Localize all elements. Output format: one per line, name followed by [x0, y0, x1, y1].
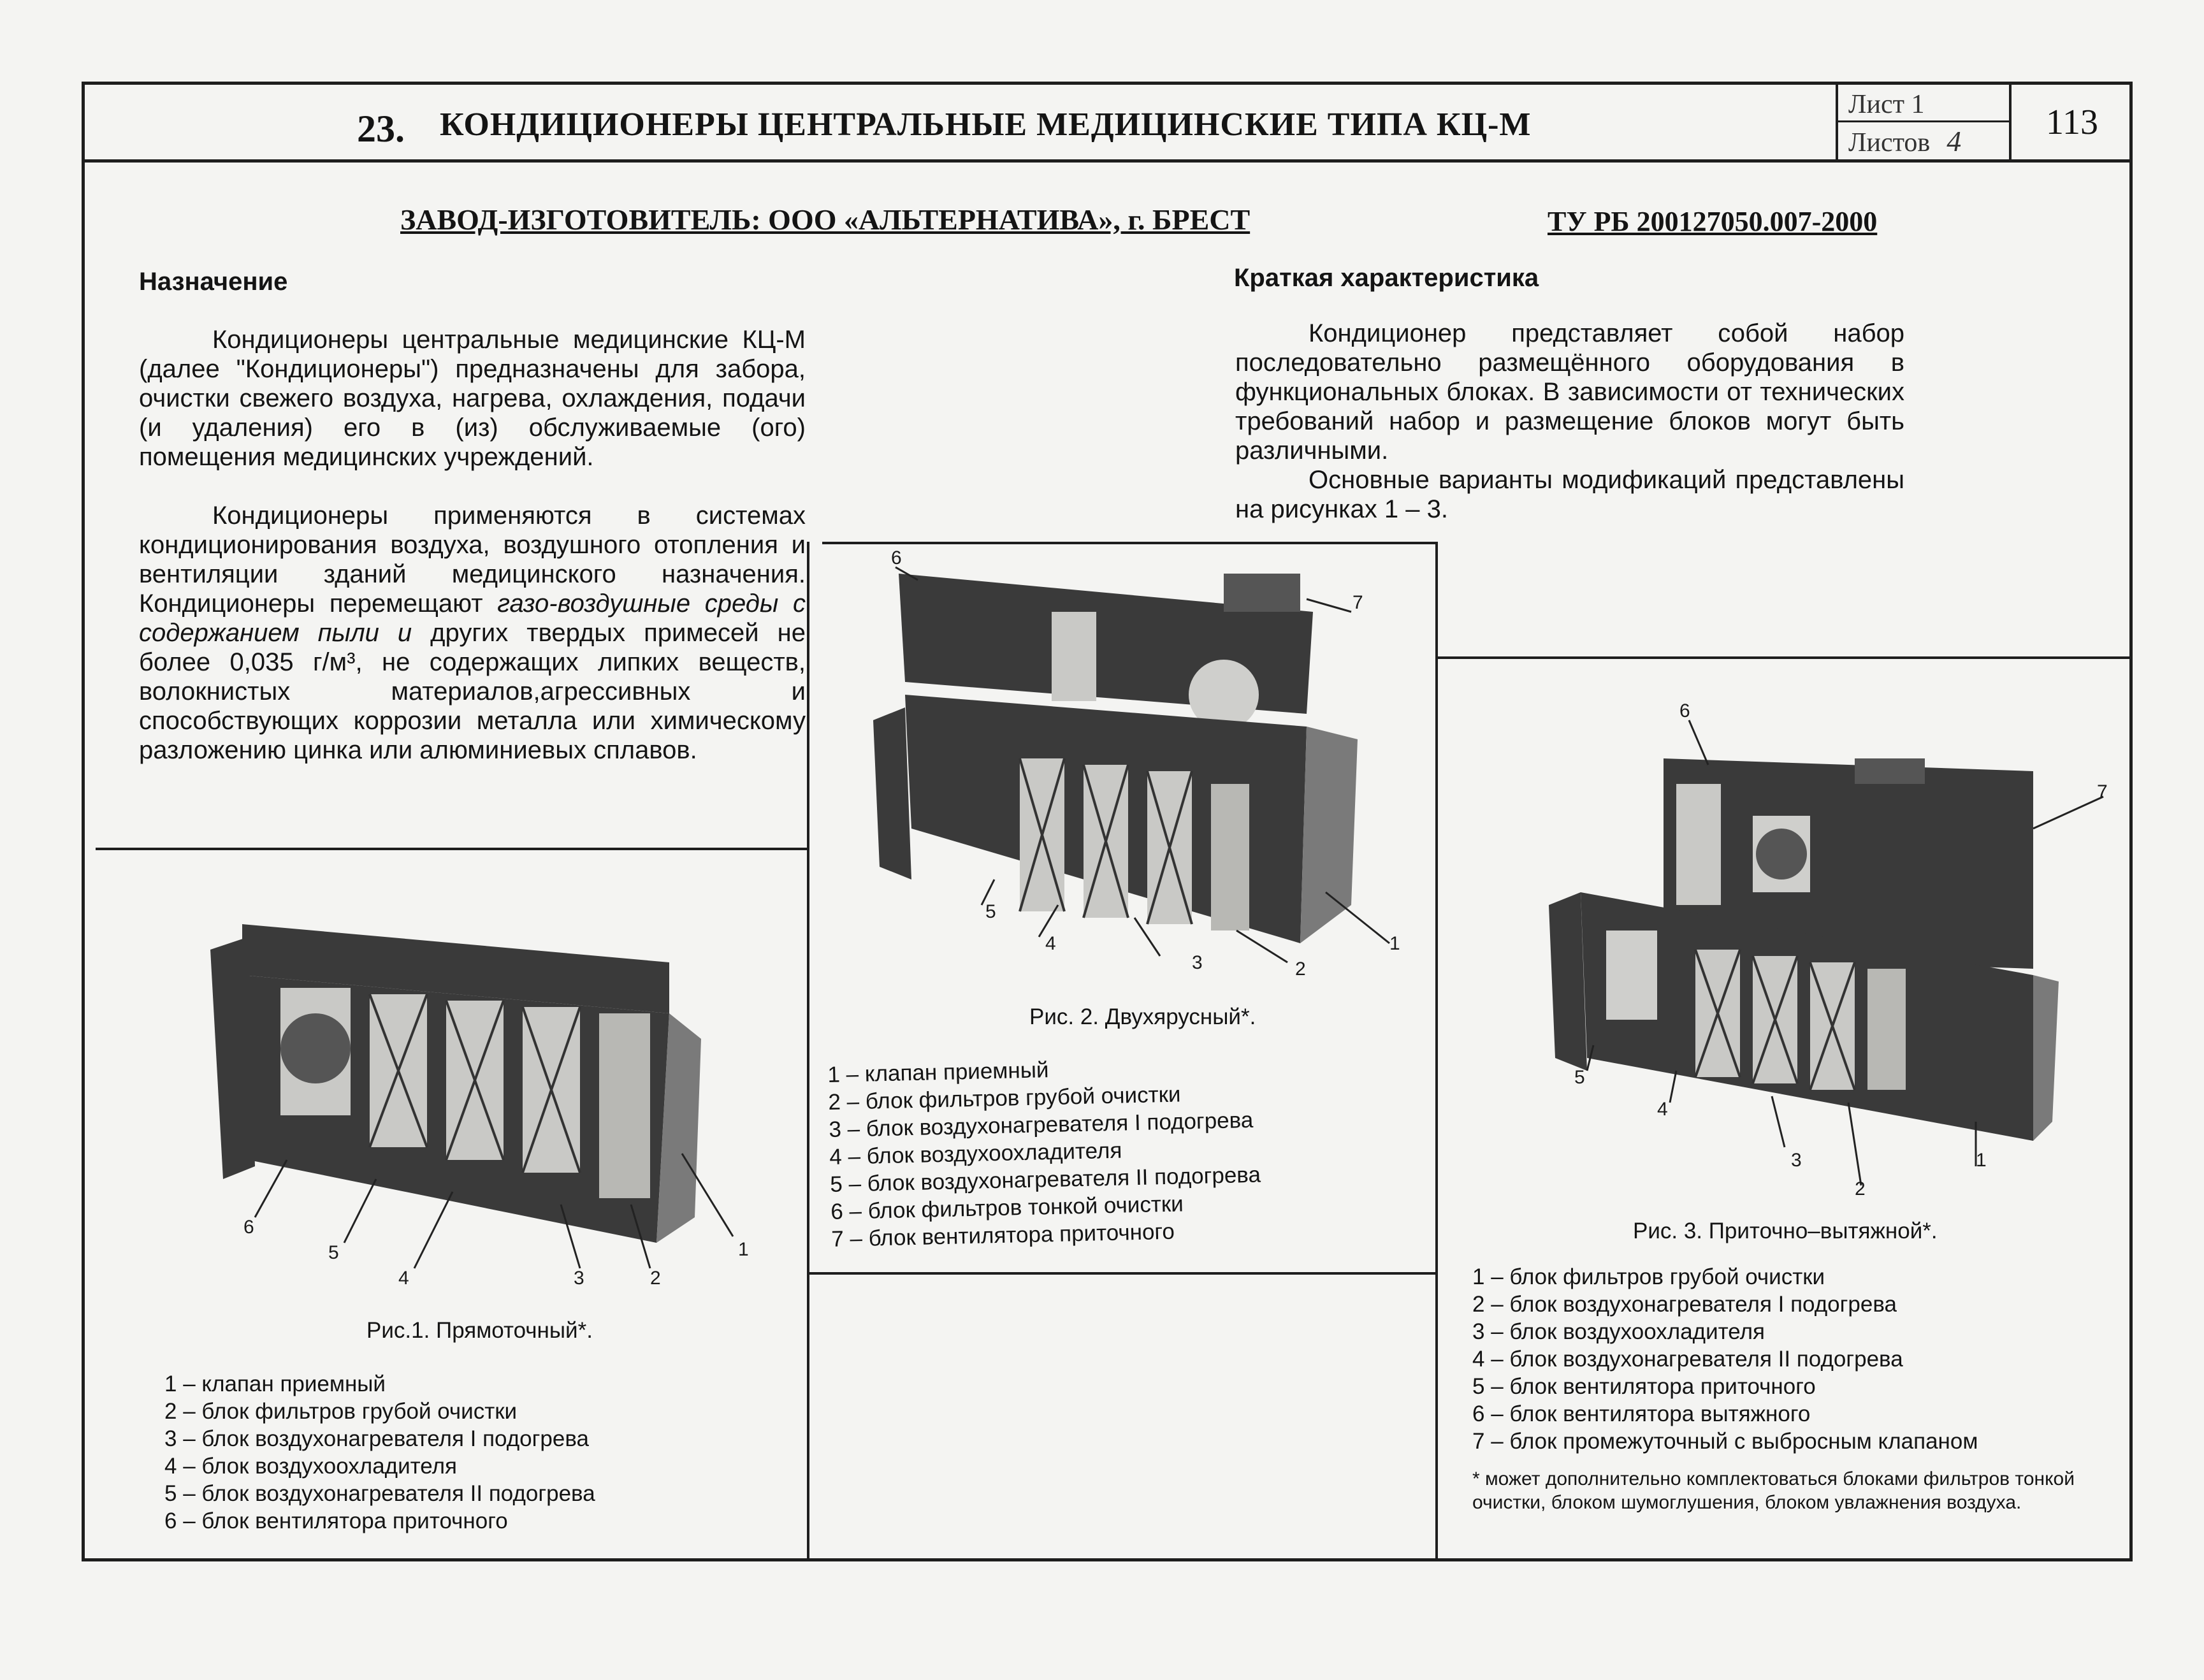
- callout-3: 3: [1192, 952, 1203, 973]
- brief-paragraph-2: Основные варианты модификаций представлены на рисунках 1 – 3.: [1235, 466, 1904, 523]
- figure-3-drawing: [1517, 701, 2116, 1198]
- callout-5: 5: [1574, 1067, 1585, 1088]
- figure-2-legend: [827, 1052, 1262, 1253]
- figure-1-drawing: [185, 886, 797, 1294]
- sheets-value: 4: [1947, 125, 1962, 157]
- legend-item: 3 – блок воздухоохладителя: [1472, 1319, 1765, 1344]
- unit-door: [873, 707, 911, 880]
- sheets-label: Листов: [1848, 128, 1931, 157]
- unit-door: [1549, 892, 1587, 1071]
- purpose-p2-italic: газо-воздушные среды с содержанием пыли и: [139, 590, 806, 647]
- purpose-p2-start: Кондиционеры применяются в системах кондиционирования воздуха, воздушного отопления и вентиляции зданий медицинского назначения. Кондиционеры перемещают: [139, 502, 806, 618]
- fan-housing: [1224, 574, 1300, 612]
- legend-item: 3 – блок воздухонагревателя I подогрева: [828, 1107, 1254, 1142]
- divider-center-top: [822, 542, 1438, 544]
- coil-blocks: [1695, 950, 1855, 1090]
- figure-3-caption: Рис. 3. Приточно–вытяжной*.: [1633, 1219, 1938, 1243]
- legend-item: 5 – блок воздухонагревателя II подогрева: [829, 1162, 1261, 1197]
- fine-filter-block: [1052, 612, 1096, 701]
- callout-2: 2: [1855, 1178, 1866, 1198]
- fan-housing: [1855, 758, 1925, 784]
- filter-block: [1211, 784, 1249, 931]
- supply-fan: [1606, 931, 1657, 1020]
- legend-item: 6 – блок вентилятора вытяжного: [1472, 1401, 1811, 1426]
- legend-item: 6 – блок фильтров тонкой очистки: [830, 1191, 1184, 1224]
- callout-1: 1: [738, 1239, 749, 1260]
- figure-2-caption: Рис. 2. Двухярусный*.: [1029, 1004, 1256, 1029]
- legend-item: 5 – блок вентилятора приточного: [1472, 1374, 1816, 1399]
- sheets-row: [1836, 124, 2009, 159]
- page-number: 113: [2009, 85, 2133, 160]
- legend-item: 2 – блок фильтров грубой очистки: [164, 1399, 518, 1424]
- divider-vertical-2: [1435, 542, 1438, 1559]
- purpose-paragraph-2: [139, 501, 806, 765]
- purpose-paragraph-1: Кондиционеры центральные медицинские КЦ-М (далее "Кондиционеры") предназначены для забора, очистки свежего воздуха, нагрева, охлаждения, подачи (и удаления) его в (из) обслуживаемые (ого) помещения медицинских учреждений.: [139, 326, 806, 471]
- filter-block: [599, 1013, 650, 1198]
- legend-item: 1 – блок фильтров грубой очистки: [1472, 1264, 1825, 1289]
- divider-right: [1438, 656, 2133, 659]
- legend-item: 4 – блок воздухоохладителя: [829, 1138, 1122, 1169]
- callout-4: 4: [398, 1268, 409, 1289]
- callout-6: 6: [1679, 701, 1690, 721]
- legend-item: 1 – клапан приемный: [164, 1372, 386, 1396]
- page-title: КОНДИЦИОНЕРЫ ЦЕНТРАЛЬНЫЕ МЕДИЦИНСКИЕ ТИПА КЦ-М: [440, 106, 1532, 143]
- callout-1: 1: [1976, 1150, 1987, 1171]
- purpose-heading: Назначение: [139, 268, 288, 296]
- sheet-label: Лист 1: [1836, 87, 2009, 122]
- callout-3: 3: [1791, 1150, 1802, 1171]
- callout-6: 6: [891, 548, 902, 568]
- legend-item: 7 – блок вентилятора приточного: [830, 1219, 1175, 1252]
- brief-heading: Краткая характеристика: [1234, 264, 1539, 292]
- section-number: 23.: [357, 108, 405, 150]
- legend-item: 3 – блок воздухонагревателя I подогрева: [164, 1426, 589, 1451]
- coil-blocks: [1020, 758, 1192, 924]
- purpose-p2-end: других твердых примесей не более 0,035 г/м³, не содержащих липких веществ, волокнистых материалов,агрессивных и способствующих коррозии металла или химическому разложению цинка или алюминиевых сплавов.: [139, 619, 806, 764]
- callout-2: 2: [650, 1268, 661, 1289]
- footnote: * может дополнительно комплектоваться блоками фильтров тонкой очистки, блоком шумоглушения, блоком увлажнения воздуха.: [1472, 1468, 2075, 1513]
- callout-5: 5: [328, 1242, 339, 1263]
- legend-item: 4 – блок воздухонагревателя II подогрева: [1472, 1347, 1903, 1372]
- figure-3-legend: [1472, 1263, 1978, 1455]
- callout-7: 7: [1352, 592, 1363, 613]
- callout-7: 7: [2097, 781, 2108, 802]
- figure-1-caption: Рис.1. Прямоточный*.: [366, 1318, 593, 1343]
- exhaust-louvre: [1676, 784, 1721, 905]
- fan-icon: [1756, 829, 1807, 880]
- intake-valve: [2033, 975, 2059, 1141]
- figure-2-drawing: [867, 548, 1428, 981]
- callout-4: 4: [1657, 1099, 1668, 1120]
- legend-item: 6 – блок вентилятора приточного: [164, 1509, 508, 1533]
- callout-6: 6: [243, 1217, 254, 1238]
- spec-number: ТУ РБ 200127050.007-2000: [1548, 206, 1878, 237]
- filter-block: [1867, 969, 1906, 1090]
- fan-icon: [280, 1013, 351, 1083]
- legend-item: 4 – блок воздухоохладителя: [164, 1454, 457, 1479]
- legend-item: 7 – блок промежуточный с выбросным клапаном: [1472, 1429, 1978, 1454]
- header-rule: [82, 159, 2133, 163]
- legend-item: 5 – блок воздухонагревателя II подогрева: [164, 1481, 595, 1506]
- figure-1-legend: [164, 1370, 595, 1535]
- callout-2: 2: [1295, 959, 1306, 980]
- legend-item: 2 – блок воздухонагревателя I подогрева: [1472, 1292, 1897, 1317]
- legend-item: 1 – клапан приемный: [827, 1057, 1049, 1087]
- divider-vertical-1: [807, 542, 809, 1559]
- coil-blocks: [370, 994, 580, 1173]
- callout-5: 5: [985, 901, 996, 922]
- legend-item: 2 – блок фильтров грубой очистки: [828, 1082, 1181, 1115]
- unit-door: [210, 937, 255, 1179]
- manufacturer: ЗАВОД-ИЗГОТОВИТЕЛЬ: ООО «АЛЬТЕРНАТИВА», г. БРЕСТ: [400, 203, 1251, 236]
- divider-center-bottom: [809, 1272, 1435, 1275]
- callout-4: 4: [1045, 933, 1056, 954]
- brief-paragraph-1: Кондиционер представляет собой набор последовательно размещённого оборудования в функциональных блоках. В зависимости от технических требований набор и размещение блоков могут быть различными.: [1235, 319, 1904, 465]
- divider-left: [96, 848, 807, 850]
- callout-3: 3: [574, 1268, 584, 1289]
- callout-1: 1: [1389, 933, 1400, 954]
